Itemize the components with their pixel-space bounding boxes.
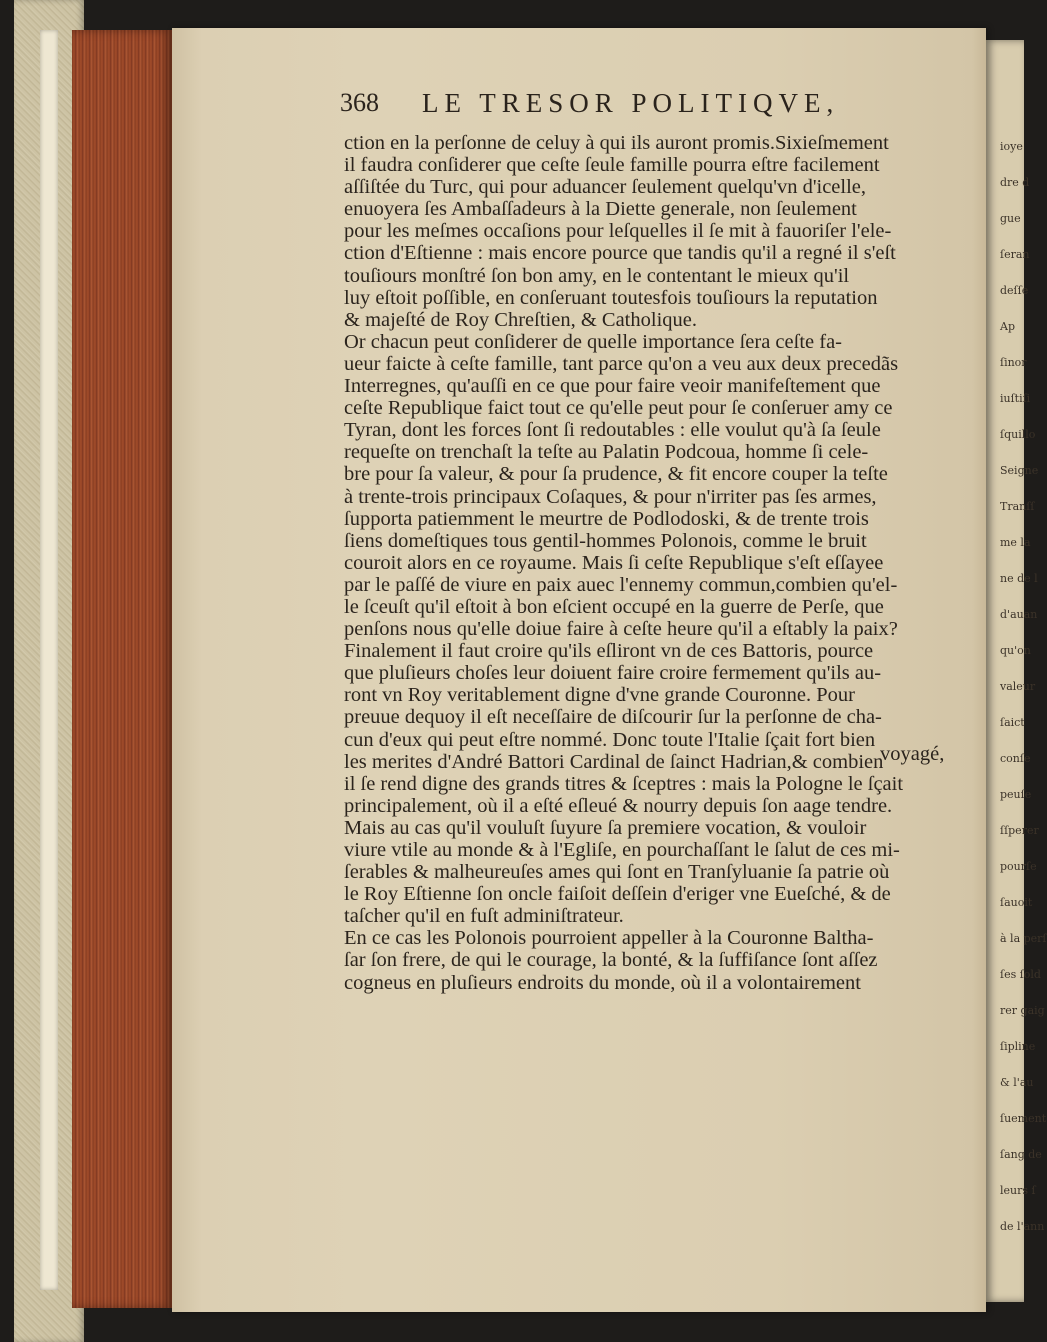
- facing-page-text-fragment: de l'ann: [1000, 1220, 1045, 1233]
- text-line: ſiens domeſtiques tous gentil-hommes Polonois, comme le bruit: [344, 529, 867, 552]
- facing-page-text-fragment: ſeran: [1000, 248, 1030, 261]
- facing-page-text-fragment: ne de l: [1000, 572, 1038, 585]
- text-line: cogneus en pluſieurs endroits du monde, où il a volontairement: [344, 971, 861, 994]
- text-line: Interregnes, qu'auſſi en ce que pour faire veoir manifeſtement que: [344, 375, 881, 398]
- facing-page-text-fragment: gue: [1000, 212, 1021, 225]
- facing-page-text-fragment: iuſtiſi: [1000, 392, 1031, 405]
- facing-page-text-fragment: ſquillo: [1000, 428, 1036, 441]
- facing-page-text-fragment: qu'on: [1000, 644, 1031, 657]
- page-number: 368: [340, 88, 379, 117]
- text-line: bre pour ſa valeur, & pour ſa prudence, & fit encore couper la teſte: [344, 463, 888, 486]
- text-line: le Roy Eſtienne ſon oncle faiſoit deſſein d'eriger vne Eueſché, & de: [344, 883, 891, 906]
- text-line: ſar ſon frere, de qui le courage, la bonté, & la ſuffiſance ſont aſſez: [344, 949, 878, 972]
- facing-page-text-fragment: Ap: [1000, 320, 1015, 333]
- running-title: LE TRESOR POLITIQVE,: [422, 88, 840, 118]
- text-line: taſcher qu'il en fuſt adminiſtrateur.: [344, 905, 624, 928]
- text-line: Mais au cas qu'il vouluſt ſuyure ſa premiere vocation, & vouloir: [344, 816, 867, 839]
- facing-page-text-fragment: Seigne: [1000, 464, 1039, 477]
- text-line: ceſte Republique faict tout ce qu'elle peut pour ſe conſeruer amy ce: [344, 397, 893, 420]
- facing-page-text-fragment: deſſe: [1000, 284, 1029, 297]
- text-line: Or chacun peut conſiderer de quelle importance ſera ceſte fa-: [344, 330, 842, 353]
- text-line: ueur faicte à ceſte famille, tant parce qu'on a veu aux deux precedãs: [344, 352, 899, 375]
- facing-page-text-fragment: à la perſ: [1000, 932, 1047, 945]
- facing-page-text-fragment: d'auan: [1000, 608, 1038, 621]
- facing-page-text-fragment: ſaict: [1000, 716, 1025, 729]
- facing-page-text-fragment: ſauoit: [1000, 896, 1033, 909]
- text-line: enuoyera ſes Ambaſſadeurs à la Diette generale, non ſeulement: [344, 198, 857, 221]
- text-line: penſons nous qu'elle doiue faire à ceſte heure qu'il a eſtably la paix?: [344, 618, 898, 641]
- text-line: par le paſſé de viure en paix auec l'ennemy commun,combien qu'el-: [344, 573, 898, 596]
- body-text: [344, 132, 964, 994]
- facing-page-text-fragment: ſuement: [1000, 1112, 1047, 1125]
- text-line: ction en la perſonne de celuy à qui ils auront promis.Sixieſmement: [344, 132, 889, 154]
- facing-page-text-fragment: & l'au: [1000, 1076, 1034, 1089]
- text-line: Tyran, dont les forces ſont ſi redoutables : elle voulut qu'à ſa ſeule: [344, 419, 881, 442]
- text-line: ction d'Eſtienne : mais encore pource que tandis qu'il a regné il s'eſt: [344, 242, 896, 265]
- text-line: viure vtile au monde & à l'Egliſe, en pourchaſſant le ſalut de ces mi-: [344, 839, 900, 861]
- facing-page-text-fragment: ſang de: [1000, 1148, 1042, 1161]
- page-fore-edge: [72, 30, 172, 1308]
- flyleaf-edge: [40, 30, 58, 1290]
- facing-page-text-fragment: pourſe: [1000, 860, 1037, 873]
- facing-page-text-fragment: ſes ſold: [1000, 968, 1041, 981]
- text-line: le ſceuſt qu'il eſtoit à bon eſcient occupé en la guerre de Perſe, que: [344, 595, 884, 618]
- text-line: & majeſté de Roy Chreſtien, & Catholique.: [344, 308, 697, 331]
- text-line: ſerables & malheureuſes ames qui ſont en Tranſyluanie ſa patrie où: [344, 861, 890, 884]
- facing-page-text-fragment: valeur: [1000, 680, 1036, 693]
- facing-page-text-fragment: ſinor: [1000, 356, 1027, 369]
- facing-page-text-fragment: conſe: [1000, 752, 1031, 765]
- text-line: Finalement il faut croire qu'ils eſliront vn de ces Battoris, pource: [344, 640, 874, 663]
- catchword: voyagé,: [880, 743, 945, 765]
- text-line: principalement, où il a eſté eſleué & nourry depuis ſon aage tendre.: [344, 794, 893, 817]
- text-line: ſupporta patiemment le meurtre de Podlodoski, & de trente trois: [344, 507, 869, 530]
- text-line: cun d'eux qui peut eſtre nommé. Donc toute l'Italie ſçait fort bien: [344, 728, 876, 751]
- text-line: que pluſieurs choſes leur doiuent faire croire fermement qu'ils au-: [344, 662, 882, 685]
- text-line: preuue dequoy il eſt neceſſaire de diſcourir ſur la perſonne de cha-: [344, 706, 882, 729]
- facing-page-text-fragment: Tranſſ: [1000, 500, 1035, 513]
- text-line: pour les meſmes occaſions pour leſquelles il ſe mit à fauoriſer l'ele-: [344, 220, 892, 243]
- facing-page-text-fragment: rer gaig: [1000, 1004, 1045, 1017]
- text-line: il ſe rend digne des grands titres & ſceptres : mais la Pologne le ſçait: [344, 772, 904, 795]
- facing-page-text-fragment: dre d: [1000, 176, 1030, 189]
- facing-page-text-fragment: peuſe: [1000, 788, 1032, 801]
- text-line: touſiours monſtré ſon bon amy, en le contentant le mieux qu'il: [344, 264, 850, 287]
- facing-page-text-fragment: ſipline: [1000, 1040, 1036, 1053]
- text-line: ront vn Roy veritablement digne d'vne grande Couronne. Pour: [344, 684, 855, 707]
- facing-page-strip: [986, 40, 1047, 1302]
- text-line: les merites d'André Battori Cardinal de ſainct Hadrian,& combien: [344, 750, 884, 773]
- text-line: En ce cas les Polonois pourroient appeller à la Couronne Baltha-: [344, 927, 874, 950]
- text-line: aſſiſtée du Turc, qui pour aduancer ſeulement quelqu'vn d'icelle,: [344, 176, 867, 199]
- text-line: à trente-trois principaux Coſaques, & pour n'irriter pas ſes armes,: [344, 485, 877, 508]
- facing-page-text-fragment: ſſperer: [1000, 824, 1039, 837]
- text-line: luy eſtoit poſſible, en conſeruant toutesfois touſiours la reputation: [344, 286, 878, 309]
- facing-page-text-fragment: leurs ſ: [1000, 1184, 1036, 1197]
- facing-page-text-fragment: me la: [1000, 536, 1031, 549]
- page-header: [340, 88, 970, 128]
- text-line: couroit alors en ce royaume. Mais ſi ceſte Republique s'eſt eſſayee: [344, 551, 884, 574]
- facing-page-text-fragment: ioye: [1000, 140, 1023, 153]
- text-line: requeſte on trenchaſt la teſte au Palatin Podcoua, homme ſi cele-: [344, 441, 869, 464]
- text-line: il faudra conſiderer que ceſte ſeule famille pourra eſtre facilement: [344, 154, 880, 177]
